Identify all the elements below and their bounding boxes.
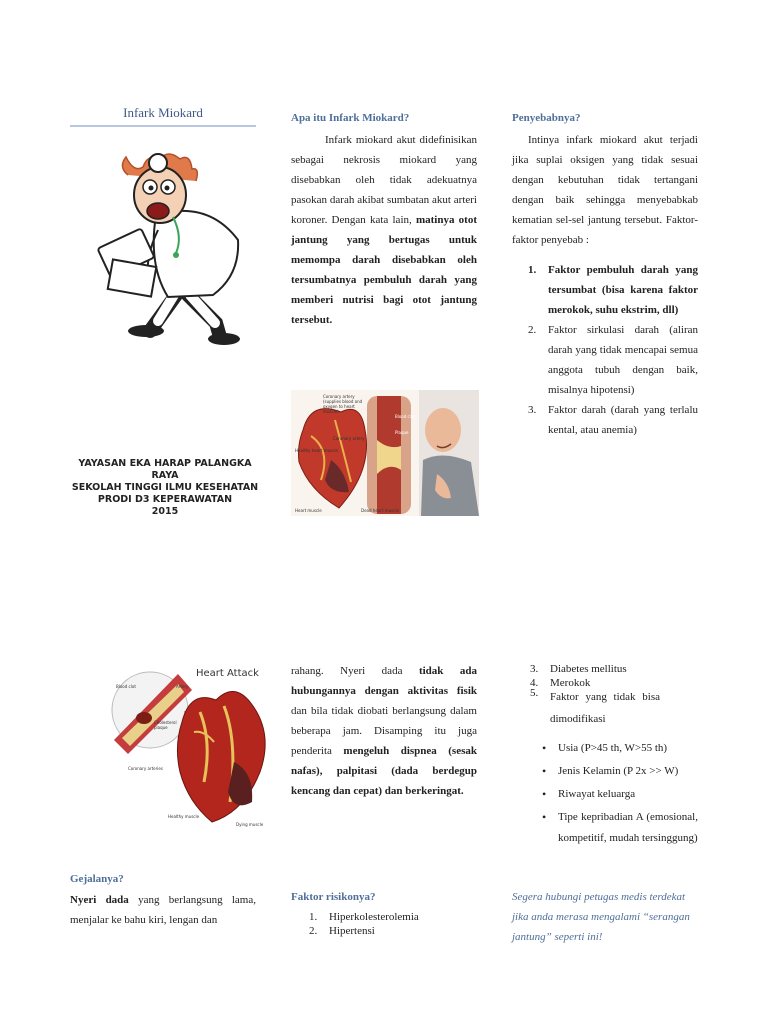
heading-penyebab: Penyebabnya?: [512, 112, 581, 124]
diagram-label: Healthy heart muscle: [295, 448, 338, 453]
diagram-label: Heart muscle: [295, 508, 322, 513]
sub-item: • Tipe kepribadian A (emosional, kompetitif, mudah tersinggung): [540, 807, 698, 849]
diagram-label: Blood clot: [116, 684, 136, 689]
sub-item: • Jenis Kelamin (P 2x >> W): [540, 761, 698, 782]
cause-text: Faktor sirkulasi darah (aliran darah yang tidak mencapai semua anggota tubuh dengan baik, misalnya hipotensi): [548, 324, 698, 396]
cause-text: Faktor pembuluh darah yang tersumbat (bisa karena faktor merokok, suhu ekstrim, dll): [548, 264, 698, 316]
symptom-text: yang berlangsung lama, menjalar ke bahu kiri, lengan dan: [70, 894, 257, 926]
symptom-bold: mengeluh dispnea (sesak nafas), palpitasi (dada berdegup kencang dan cepat) dan berkeringat.: [291, 745, 477, 797]
symptom-continued-paragraph: [291, 661, 477, 801]
diagram-label: Coronary artery: [333, 436, 365, 441]
risk-text: Merokok: [550, 677, 591, 689]
institution-line: SEKOLAH TINGGI ILMU KESEHATAN: [71, 482, 259, 493]
cause-text: Faktor darah (darah yang terlalu kental, atau anemia): [548, 404, 698, 436]
heading-faktor-risiko: Faktor risikonya?: [291, 891, 376, 903]
risk-item: [530, 686, 660, 730]
diagram-label: Coronary arteries: [128, 766, 163, 771]
risk-list: [309, 910, 479, 938]
list-number: 5.: [530, 687, 539, 699]
risk-list-continued: [530, 662, 700, 730]
risk-text: Faktor yang tidak bisa dimodifikasi: [550, 691, 660, 725]
symptom-text: rahang. Nyeri dada: [291, 665, 419, 677]
diagram-label: Artery: [176, 684, 189, 689]
symptom-text: dan bila tidak diobati berlangsung dalam beberapa jam. Disamping itu juga penderita: [291, 705, 477, 757]
risk-text: Diabetes mellitus: [550, 663, 627, 675]
diagram-label: Healthy muscle: [168, 814, 200, 819]
cause-item: [528, 400, 698, 440]
risk-item: [309, 924, 479, 938]
institution-line: 2015: [151, 506, 179, 517]
cause-list: [528, 260, 698, 440]
sub-item: • Usia (P>45 th, W>55 th): [540, 738, 698, 759]
symptom-paragraph: [70, 890, 256, 930]
institution-line: YAYASAN EKA HARAP PALANGKA RAYA: [78, 458, 252, 481]
risk-item: [309, 910, 479, 924]
sub-item: • Riwayat keluarga: [540, 784, 698, 805]
diagram-label: Plaque: [395, 430, 409, 435]
risk-text: Hiperkolesterolemia: [329, 911, 419, 923]
definition-bold-text: matinya otot jantung yang bertugas untuk memompa darah disebabkan oleh tersumbatnya pembuluh darah yang memberi nutrisi bagi otot jantung tersebut.: [291, 214, 477, 326]
cartoon-doctor-illustration: [88, 145, 243, 350]
definition-text: Infark miokard akut didefinisikan sebagai nekrosis miokard yang disebabkan oleh tidak adekuatnya pasokan darah akibat sumbatan akut arteri koroner. Dengan kata lain,: [291, 134, 477, 226]
risk-item: [530, 662, 700, 676]
heading-apa-itu: Apa itu Infark Miokard?: [291, 112, 410, 124]
cause-item: [528, 260, 698, 320]
definition-paragraph: [291, 130, 477, 330]
cause-item: [528, 320, 698, 400]
cause-intro-paragraph: Intinya infark miokard akut terjadi jika suplai oksigen yang tidak sesuai dengan kebutuhan tidak tertangani dengan baik sehingga menyebabkab kematian sel-sel jantung tersebut. Faktor-faktor penyebab :: [512, 134, 698, 246]
diagram-label: Coronary artery (supplies blood and oxygen to heart muscle): [323, 394, 363, 414]
symptom-lead: Nyeri dada: [70, 894, 129, 906]
diagram-label: Cholesterol plaque: [154, 720, 177, 730]
diagram-label: Dying muscle: [236, 822, 264, 827]
non-modifiable-list: [540, 738, 698, 851]
diagram-label: Dead heart muscle: [361, 508, 400, 513]
institution-block: [70, 458, 260, 518]
brochure-title: Infark Miokard: [123, 105, 203, 120]
list-number: 1.: [528, 264, 537, 276]
diagram-label: Blood clot: [395, 414, 415, 419]
list-number: 2.: [528, 324, 537, 336]
title-divider: [70, 125, 256, 127]
list-number: 1.: [309, 911, 318, 923]
list-number: 2.: [309, 925, 318, 937]
list-number: 3.: [530, 663, 539, 675]
diagram-title: Heart Attack: [196, 668, 259, 679]
heart-diagram-image: [291, 390, 479, 516]
heading-gejala: Gejalanya?: [70, 873, 124, 885]
institution-line: PRODI D3 KEPERAWATAN: [97, 494, 233, 505]
symptom-bold: tidak ada hubungannya dengan aktivitas fisik: [291, 665, 477, 697]
call-to-action-note: Segera hubungi petugas medis terdekat jika anda merasa mengalami “serangan jantung” seperti ini!: [512, 891, 690, 943]
list-number: 4.: [530, 677, 539, 689]
risk-text: Hipertensi: [329, 925, 375, 937]
list-number: 3.: [528, 404, 537, 416]
heart-attack-diagram-image: [104, 662, 268, 832]
